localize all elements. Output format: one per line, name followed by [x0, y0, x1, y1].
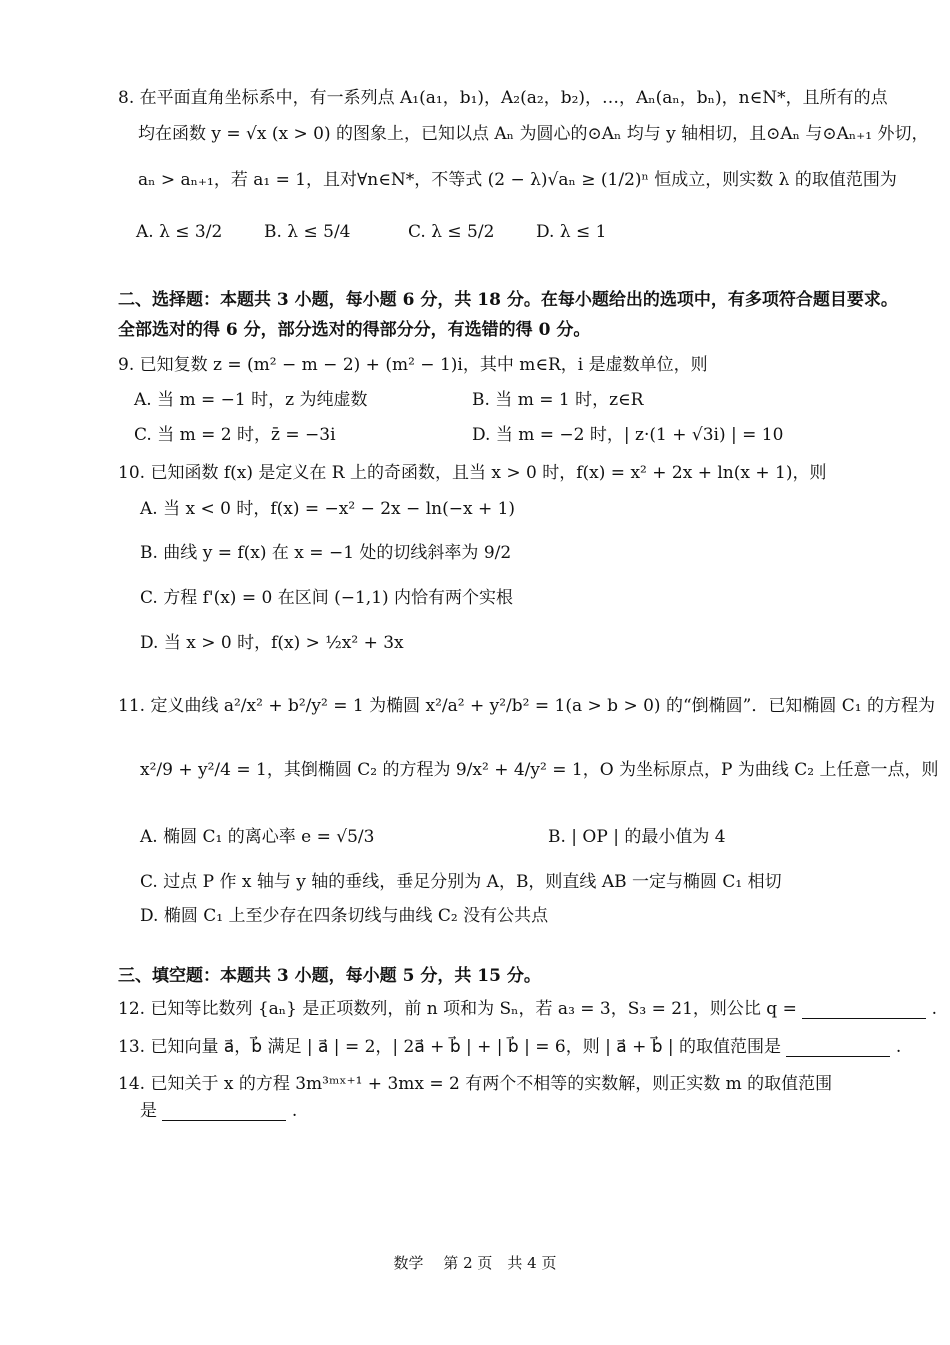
q9-option-d: D. 当 m = −2 时，| z·(1 + √3i) | = 10: [472, 425, 784, 445]
q8-option-c: C. λ ≤ 5/2: [408, 222, 495, 242]
q11-line1: 11. 定义曲线 a²/x² + b²/y² = 1 为椭圆 x²/a² + y²/b² = 1(a > b > 0) 的“倒椭圆”．已知椭圆 C₁ 的方程为: [118, 696, 935, 716]
q14-line2: [140, 1101, 297, 1121]
q12-end: .: [931, 999, 938, 1019]
q12: [118, 999, 937, 1019]
q8-line1: 8. 在平面直角坐标系中，有一系列点 A₁(a₁，b₁)，A₂(a₂，b₂)，…，Aₙ(aₙ，bₙ)，n∈N*，且所有的点: [118, 88, 888, 108]
q10-option-a: A. 当 x < 0 时，f(x) = −x² − 2x − ln(−x + 1): [140, 499, 516, 519]
q9-option-a: A. 当 m = −1 时，z 为纯虚数: [134, 390, 368, 410]
q14-answer-blank[interactable]: [162, 1104, 286, 1121]
section2-header-line1: 二、选择题：本题共 3 小题，每小题 6 分，共 18 分。在每小题给出的选项中，有多项符合题目要求。: [118, 290, 898, 310]
page-footer: 数学 第 2 页 共 4 页: [393, 1254, 557, 1272]
q8-option-d: D. λ ≤ 1: [536, 222, 607, 242]
q8-line2: 均在函数 y = √x (x > 0) 的图象上，已知以点 Aₙ 为圆心的⊙Aₙ 均与 y 轴相切，且⊙Aₙ 与⊙Aₙ₊₁ 外切，: [138, 124, 929, 144]
q11-option-c: C. 过点 P 作 x 轴与 y 轴的垂线，垂足分别为 A，B，则直线 AB 一定与椭圆 C₁ 相切: [140, 872, 782, 892]
q8-line3: aₙ > aₙ₊₁，若 a₁ = 1，且对∀n∈N*，不等式 (2 − λ)√aₙ ≥ (1/2)ⁿ 恒成立，则实数 λ 的取值范围为: [138, 170, 897, 190]
q11-option-b: B. | OP | 的最小值为 4: [548, 827, 726, 847]
q8-option-b: B. λ ≤ 5/4: [264, 222, 351, 242]
q11-line2: x²/9 + y²/4 = 1，其倒椭圆 C₂ 的方程为 9/x² + 4/y² = 1，O 为坐标原点，P 为曲线 C₂ 上任意一点，则: [140, 760, 939, 780]
q12-text: 12. 已知等比数列 {aₙ} 是正项数列，前 n 项和为 Sₙ，若 a₃ = 3，S₃ = 21，则公比 q =: [118, 999, 797, 1019]
section2-header-line2: 全部选对的得 6 分，部分选对的得部分分，有选错的得 0 分。: [118, 320, 591, 340]
q8-option-a: A. λ ≤ 3/2: [136, 222, 223, 242]
q10-stem: 10. 已知函数 f(x) 是定义在 R 上的奇函数，且当 x > 0 时，f(x) = x² + 2x + ln(x + 1)，则: [118, 463, 827, 483]
q13-answer-blank[interactable]: [786, 1040, 890, 1057]
q11-option-d: D. 椭圆 C₁ 上至少存在四条切线与曲线 C₂ 没有公共点: [140, 906, 549, 926]
q10-option-b: B. 曲线 y = f(x) 在 x = −1 处的切线斜率为 9/2: [140, 543, 512, 563]
q10-option-c: C. 方程 f'(x) = 0 在区间 (−1,1) 内恰有两个实根: [140, 588, 514, 608]
q13: [118, 1037, 901, 1057]
q14-line1: 14. 已知关于 x 的方程 3m³ᵐˣ⁺¹ + 3mx = 2 有两个不相等的实数解，则正实数 m 的取值范围: [118, 1074, 833, 1094]
q8-options: [136, 222, 606, 242]
q14-prefix: 是: [140, 1101, 157, 1121]
q9-option-c: C. 当 m = 2 时，z̄ = −3i: [134, 425, 336, 445]
section3-header: 三、填空题：本题共 3 小题，每小题 5 分，共 15 分。: [118, 966, 541, 986]
q9-stem: 9. 已知复数 z = (m² − m − 2) + (m² − 1)i，其中 m∈R，i 是虚数单位，则: [118, 355, 708, 375]
q14-end: .: [291, 1101, 298, 1121]
q13-end: .: [895, 1037, 902, 1057]
q11-option-a: A. 椭圆 C₁ 的离心率 e = √5/3: [140, 827, 375, 847]
q12-answer-blank[interactable]: [802, 1002, 926, 1019]
q10-option-d: D. 当 x > 0 时，f(x) > ½x² + 3x: [140, 633, 404, 653]
q9-option-b: B. 当 m = 1 时，z∈R: [472, 390, 644, 410]
q13-text: 13. 已知向量 a⃗，b⃗ 满足 | a⃗ | = 2，| 2a⃗ + b⃗ | + | b⃗ | = 6，则 | a⃗ + b⃗ | 的取值范围是: [118, 1037, 782, 1057]
